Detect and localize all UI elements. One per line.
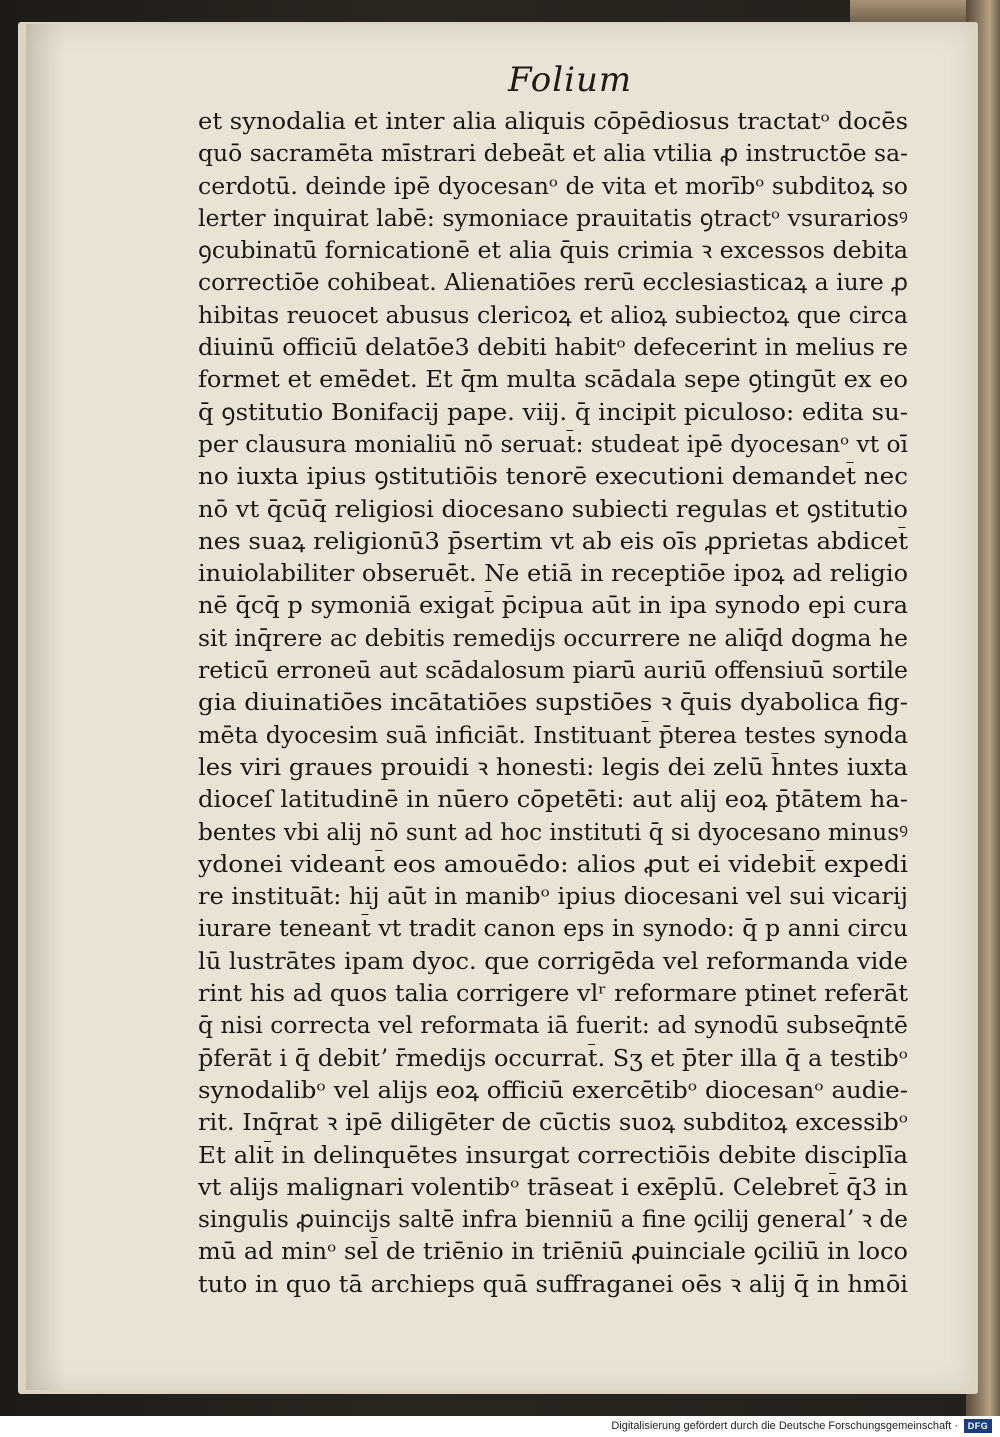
text-line [198, 913, 918, 945]
text-line-content: diuinū officiū delatōe3 debiti habitᵒ defecerint in melius re [198, 335, 909, 362]
text-line-content: ydonei videant̄ eos amouēdo: alios ꝓut ei videbit̄ expedi [198, 851, 908, 878]
text-line-content: nō vt q̄cūq̄ religiosi diocesano subiecti regulas et ꝯstitutio [198, 496, 908, 523]
text-line [198, 946, 918, 978]
text-line-content: vt alijs malignari volentibᵒ trāseat i exēplū. Celebret̄ q̄3 in [198, 1174, 909, 1201]
text-line [198, 1140, 918, 1172]
text-line-content: correctiōe cohibeat. Alienatiōes rerū ecclesiasticaꝝ a iure ꝓ [198, 270, 909, 297]
text-line [198, 461, 918, 493]
text-line-content: lū lustrātes ipam dyoc. que corrigēda vel reformanda vide [198, 948, 908, 975]
text-line [198, 106, 918, 138]
text-line [198, 526, 918, 558]
text-line-content: inuiolabiliter obseruēt. Ne etiā in receptiōe ipoꝝ ad religio [198, 561, 909, 588]
text-line-content: hibitas reuocet abusus clericoꝝ et alioꝝ subiectoꝝ que circa [198, 302, 909, 329]
text-line [198, 817, 918, 849]
text-line-content: formet et emēdet. Et q̄m multa scādala sepe ꝯtingūt ex eo [198, 367, 909, 394]
text-block [198, 106, 918, 1301]
text-line-content: sit inq̄rere ac debitis remedijs occurrere ne aliq̄d dogma he [198, 625, 909, 652]
text-line-content: bentes vbi alij nō sunt ad hoc instituti q̄ si dyocesano minusꝰ [198, 819, 908, 846]
text-line-content: rint his ad quos talia corrigere vlʳ reformare ptinet referāt [198, 981, 908, 1008]
text-line-content: Et alit̄ in delinquētes insurgat correctiōis debite disciplīa [198, 1142, 908, 1169]
text-line-content: nē q̄cq̄ p symoniā exigat̄ p̄cipua aūt in ipa synodo epi cura [198, 593, 908, 620]
text-line-content: lerter inquirat labē: symoniace prauitatis ꝯtractᵒ vsurariosꝰ [198, 205, 908, 232]
text-line [198, 752, 918, 784]
text-line-content: p̄ferāt i q̄ debitʼ r̄medijs occurrat̄. Sʒ et p̄ter illa q̄ a testibᵒ [198, 1045, 908, 1072]
dfg-logo: DFG [964, 1419, 992, 1433]
text-line [198, 1107, 918, 1139]
text-line-content: ꝯcubinatū fornicationē et alia q̄uis crimia ꝛ excessos debita [198, 238, 909, 265]
text-line [198, 655, 918, 687]
text-line-content: synodalibᵒ vel alijs eoꝝ officiū exercētibᵒ diocesanᵒ audie‑ [198, 1077, 909, 1104]
text-line [198, 687, 918, 719]
text-line [198, 138, 918, 170]
text-line [198, 1043, 918, 1075]
text-line [198, 332, 918, 364]
text-line [198, 429, 918, 461]
text-line-content: no iuxta ipius ꝯstitutiōis tenorē executioni demandet̄ nec [198, 464, 908, 491]
text-line [198, 235, 918, 267]
text-line-content: rit. Inq̄rat ꝛ ipē diligēter de cūctis suoꝝ subditoꝝ excessibᵒ [198, 1110, 908, 1137]
text-line-content: iurare teneant̄ vt tradit canon eps in synodo: q̄ p anni circu [198, 916, 909, 943]
text-line [198, 397, 918, 429]
text-line [198, 558, 918, 590]
text-line-content: q̄ ꝯstitutio Bonifacij pape. viij. q̄ incipit piculoso: edita su‑ [198, 399, 909, 426]
text-line-content: gia diuinatiōes incātatiōes supstiōes ꝛ q̄uis dyabolica fig‑ [198, 690, 909, 717]
text-line-content: quō sacramēta mīstrari debeāt et alia vtilia ꝓ instructōe sa‑ [198, 141, 908, 168]
text-line-content: les viri graues prouidi ꝛ honesti: legis dei zelū h̄ntes iuxta [198, 754, 909, 781]
text-line [198, 364, 918, 396]
text-line [198, 171, 918, 203]
text-line-content: mū ad minᵒ sel̄ de triēnio in triēniū ꝓuinciale ꝯciliū in loco [198, 1239, 909, 1266]
text-line-content: reticū erroneū aut scādalosum piarū auriū offensiuū sortile [198, 658, 909, 685]
text-line [198, 1010, 918, 1042]
text-line [198, 203, 918, 235]
text-line [198, 849, 918, 881]
text-line [198, 1172, 918, 1204]
text-line-content: mēta dyocesim suā inficiāt. Instituant̄ p̄terea testes synoda [198, 722, 908, 749]
text-line-content: cerdotū. deinde ipē dyocesanᵒ de vita et morībᵒ subditoꝝ so [198, 173, 908, 200]
text-line-content: nes suaꝝ religionū3 p̄sertim vt ab eis oīs ꝓprietas abdicet̄ [198, 528, 909, 555]
text-line-content: et synodalia et inter alia aliquis cōpēdiosus tractatᵒ docēs [198, 109, 909, 135]
text-line [198, 267, 918, 299]
text-line [198, 1269, 918, 1301]
page-gutter-shadow [26, 24, 66, 1390]
text-line-content: dioceſ latitudinē in nūero cōpetēti: aut alij eoꝝ p̄tātem ha‑ [198, 787, 908, 814]
digitization-notice: Digitalisierung gefördert durch die Deutsche Forschungsgemeinschaft · [611, 1420, 958, 1432]
text-line [198, 784, 918, 816]
text-line [198, 1204, 918, 1236]
text-line [198, 1075, 918, 1107]
text-line [198, 978, 918, 1010]
text-line [198, 590, 918, 622]
text-line [198, 881, 918, 913]
text-line [198, 494, 918, 526]
text-line-content: per clausura monialiū nō seruat̄: studeat ipē dyocesanᵒ vt oī [198, 431, 908, 458]
text-line [198, 623, 918, 655]
text-line-content: singulis ꝓuincijs saltē infra bienniū a fine ꝯcilij generalʼ ꝛ de [198, 1207, 908, 1234]
folio-header: Folium [508, 60, 633, 100]
text-line [198, 1236, 918, 1268]
text-line [198, 720, 918, 752]
text-line-content: q̄ nisi correcta vel reformata iā fuerit: ad synodū subseq̄ntē [198, 1013, 908, 1040]
text-line [198, 300, 918, 332]
text-line-content: re instituāt: hij aūt in manibᵒ ipius diocesani vel sui vicarij [198, 884, 909, 911]
text-line-content: tuto in quo tā archieps quā suffraganei oēs ꝛ alij q̄ in hmōi [198, 1271, 909, 1298]
